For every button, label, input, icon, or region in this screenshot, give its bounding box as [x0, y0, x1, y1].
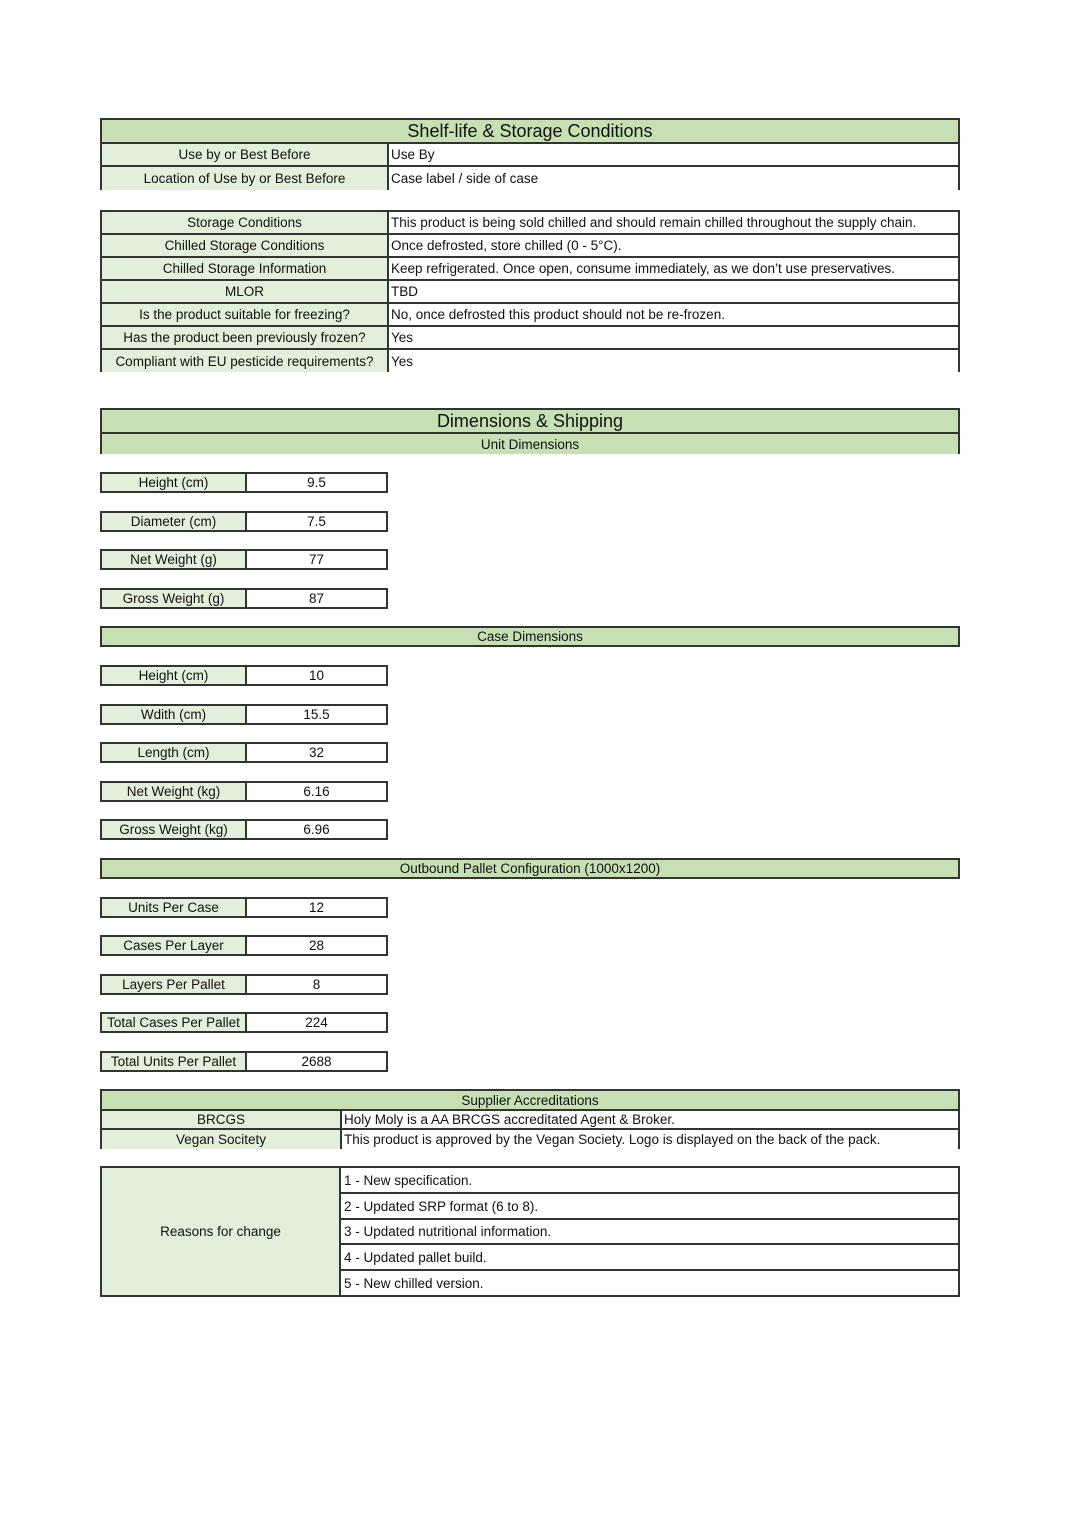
pair-label: Gross Weight (g) — [102, 590, 247, 607]
row-value: Yes — [389, 327, 958, 348]
row-value: Keep refrigerated. Once open, consume immediately, as we don’t use preservatives. — [389, 258, 958, 279]
row-value: Once defrosted, store chilled (0 - 5°C). — [389, 235, 958, 256]
reasons-label-cell — [102, 1168, 341, 1295]
total-cases-per-pallet-pair — [100, 1012, 388, 1033]
list-item: 3 - Updated nutritional information. — [341, 1220, 958, 1245]
row-label: Chilled Storage Information — [102, 258, 389, 279]
pair-label: Wdith (cm) — [102, 706, 247, 723]
pair-label: Gross Weight (kg) — [102, 821, 247, 838]
unit-height-pair — [100, 472, 388, 493]
row-value: This product is approved by the Vegan Society. Logo is displayed on the back of the pack. — [342, 1130, 958, 1149]
table-row — [102, 144, 958, 167]
pair-label: Net Weight (kg) — [102, 783, 247, 800]
row-label: Compliant with EU pesticide requirements? — [102, 350, 389, 372]
row-value: No, once defrosted this product should not be re-frozen. — [389, 304, 958, 325]
row-value: Yes — [389, 350, 958, 372]
storage-table — [100, 210, 960, 372]
pair-value: 32 — [247, 744, 386, 761]
table-row — [102, 235, 958, 258]
list-item: 1 - New specification. — [341, 1168, 958, 1194]
case-dimensions-bar: Case Dimensions — [100, 626, 960, 647]
shelf-life-title-row — [102, 120, 958, 144]
pair-value: 7.5 — [247, 513, 386, 530]
list-item: 2 - Updated SRP format (6 to 8). — [341, 1194, 958, 1220]
accreditations-table — [100, 1089, 960, 1149]
pair-label: Layers Per Pallet — [102, 976, 247, 993]
unit-dimensions-row — [102, 434, 958, 454]
pair-value: 87 — [247, 590, 386, 607]
table-row — [102, 304, 958, 327]
list-item: 4 - Updated pallet build. — [341, 1245, 958, 1271]
row-value: Case label / side of case — [389, 167, 958, 190]
pair-value: 9.5 — [247, 474, 386, 491]
case-gross-weight-pair — [100, 819, 388, 840]
row-value: Holy Moly is a AA BRCGS accreditated Agent & Broker. — [342, 1111, 958, 1128]
table-row — [102, 167, 958, 190]
unit-diameter-pair — [100, 511, 388, 532]
pair-label: Net Weight (g) — [102, 551, 247, 568]
pair-label: Height (cm) — [102, 667, 247, 684]
table-row — [102, 327, 958, 350]
pair-label: Length (cm) — [102, 744, 247, 761]
case-net-weight-pair — [100, 781, 388, 802]
pair-label: Diameter (cm) — [102, 513, 247, 530]
pair-value: 15.5 — [247, 706, 386, 723]
pair-value: 28 — [247, 937, 386, 954]
dimensions-title-row — [102, 410, 958, 434]
accreditations-title-row — [102, 1091, 958, 1111]
reasons-list — [341, 1168, 958, 1295]
dimensions-title: Dimensions & Shipping — [436, 410, 624, 431]
row-label: Storage Conditions — [102, 212, 389, 233]
pair-value: 224 — [247, 1014, 386, 1031]
unit-gross-weight-pair — [100, 588, 388, 609]
case-width-pair — [100, 704, 388, 725]
accreditations-title: Supplier Accreditations — [461, 1092, 599, 1108]
list-item: 5 - New chilled version. — [344, 1275, 484, 1291]
row-label: MLOR — [102, 281, 389, 302]
row-label: BRCGS — [102, 1111, 342, 1128]
layers-per-pallet-pair — [100, 974, 388, 995]
table-row — [102, 258, 958, 281]
row-label: Chilled Storage Conditions — [102, 235, 389, 256]
pair-label: Units Per Case — [102, 899, 247, 916]
case-length-pair — [100, 742, 388, 763]
pair-value: 6.96 — [247, 821, 386, 838]
case-height-pair — [100, 665, 388, 686]
row-label: Has the product been previously frozen? — [102, 327, 389, 348]
pair-value: 10 — [247, 667, 386, 684]
pair-label: Total Cases Per Pallet — [102, 1014, 247, 1031]
row-label: Use by or Best Before — [102, 144, 389, 165]
pair-label: Height (cm) — [102, 474, 247, 491]
pair-value: 6.16 — [247, 783, 386, 800]
table-row — [102, 1130, 958, 1149]
table-row — [102, 1111, 958, 1130]
pair-value: 8 — [247, 976, 386, 993]
pallet-configuration-bar: Outbound Pallet Configuration (1000x1200) — [100, 858, 960, 879]
pair-value: 2688 — [247, 1053, 386, 1070]
unit-net-weight-pair — [100, 549, 388, 570]
pair-label: Total Units Per Pallet — [102, 1053, 247, 1070]
dimensions-header — [100, 408, 960, 454]
row-label: Location of Use by or Best Before — [102, 167, 389, 190]
row-value: TBD — [389, 281, 958, 302]
units-per-case-pair — [100, 897, 388, 918]
unit-dimensions-title: Unit Dimensions — [480, 436, 580, 452]
table-row — [102, 212, 958, 235]
cases-per-layer-pair — [100, 935, 388, 956]
row-value: This product is being sold chilled and should remain chilled throughout the supply chain. — [389, 212, 958, 233]
table-row — [102, 281, 958, 304]
row-value: Use By — [389, 144, 958, 165]
reasons-label: Reasons for change — [160, 1224, 281, 1239]
row-label: Vegan Socitety — [102, 1130, 342, 1149]
table-row — [102, 350, 958, 372]
shelf-life-table — [100, 118, 960, 190]
total-units-per-pallet-pair — [100, 1051, 388, 1072]
pair-value: 12 — [247, 899, 386, 916]
pair-value: 77 — [247, 551, 386, 568]
reasons-table — [100, 1166, 960, 1297]
row-label: Is the product suitable for freezing? — [102, 304, 389, 325]
shelf-life-title: Shelf-life & Storage Conditions — [407, 120, 653, 141]
pair-label: Cases Per Layer — [102, 937, 247, 954]
